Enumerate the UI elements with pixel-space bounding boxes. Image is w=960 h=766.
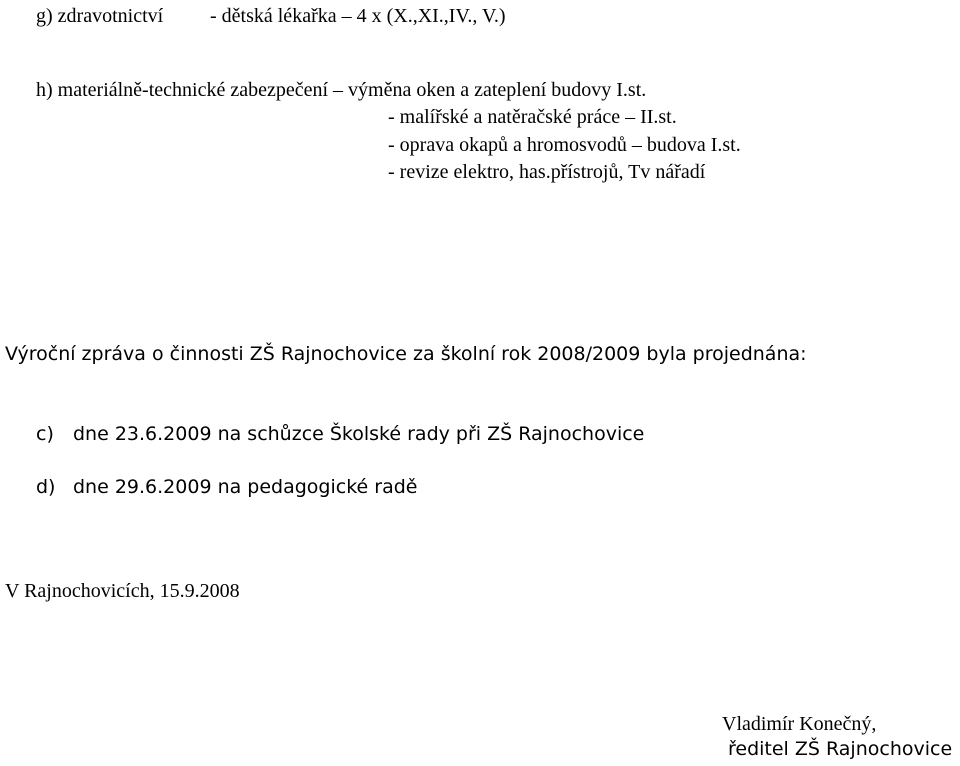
discussion-intro: Výroční zpráva o činnosti ZŠ Rajnochovice za školní rok 2008/2009 byla projednána: [5, 343, 807, 365]
discussion-marker-d: d) [36, 476, 56, 498]
signature-role: ředitel ZŠ Rajnochovice [728, 738, 953, 760]
discussion-marker-c: c) [36, 423, 54, 445]
place-date: V Rajnochovicích, 15.9.2008 [5, 580, 240, 602]
health-detail: - dětská lékařka – 4 x (X.,XI.,IV., V.) [210, 5, 506, 27]
technical-item-1: - malířské a natěračské práce – II.st. [388, 106, 677, 128]
discussion-item-d: dne 29.6.2009 na pedagogické radě [73, 476, 418, 498]
technical-item-3: - revize elektro, has.přístrojů, Tv nářadí [388, 161, 706, 183]
signature-name: Vladimír Konečný, [722, 713, 877, 735]
health-label: g) zdravotnictví [36, 5, 164, 27]
technical-item-2: - oprava okapů a hromosvodů – budova I.st. [388, 134, 741, 156]
technical-heading: h) materiálně-technické zabezpečení – výměna oken a zateplení budovy I.st. [36, 79, 647, 101]
discussion-item-c: dne 23.6.2009 na schůzce Školské rady při ZŠ Rajnochovice [73, 423, 645, 445]
